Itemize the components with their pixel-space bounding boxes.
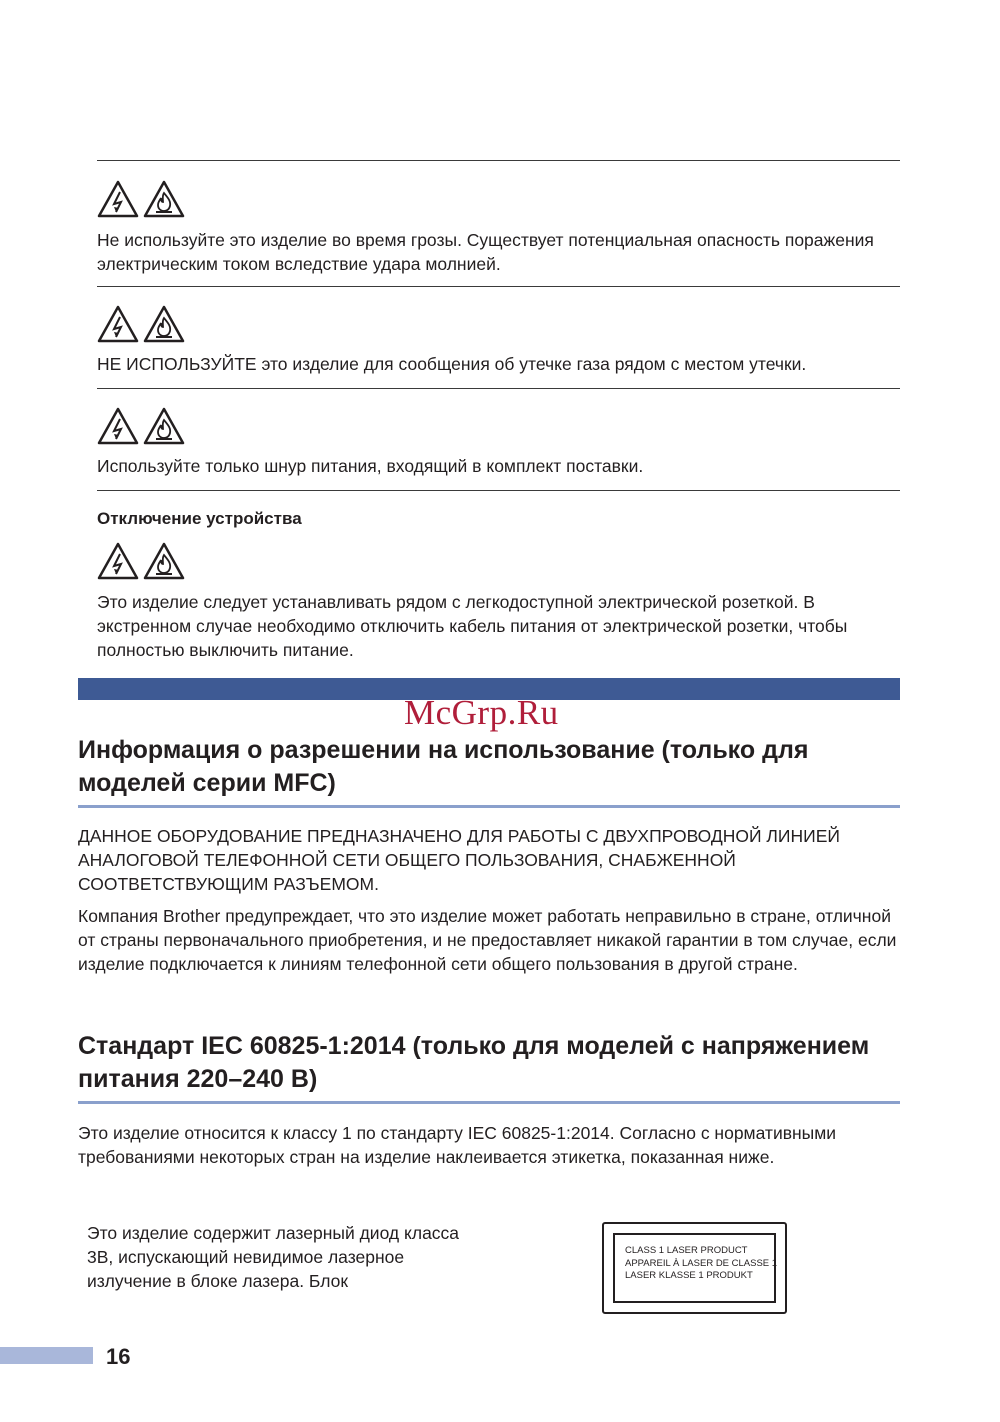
divider — [97, 286, 900, 287]
divider — [97, 490, 900, 491]
paragraph: ДАННОЕ ОБОРУДОВАНИЕ ПРЕДНАЗНАЧЕНО ДЛЯ РАБОТЫ С ДВУХПРОВОДНОЙ ЛИНИЕЙ АНАЛОГОВОЙ ТЕЛЕФОННОЙ СЕТИ ОБЩЕГО ПОЛЬЗОВАНИЯ, СНАБЖЕННОЙ СООТВЕТСТВУЮЩИМ РАЗЪЕМОМ. — [78, 826, 840, 894]
electric-shock-warning-icon — [97, 542, 139, 580]
fire-warning-icon — [143, 407, 185, 445]
divider — [97, 388, 900, 389]
label-line: APPAREIL À LASER DE CLASSE 1 — [625, 1257, 778, 1269]
paragraph: Компания Brother предупреждает, что это изделие может работать неправильно в стране, отличной от страны первоначального приобретения, и не предоставляет никакой гарантии в том случае, если изделие подключается к линиям телефонной сети общего пользования в другой стране. — [78, 906, 897, 974]
heading-rule — [78, 1101, 900, 1104]
section-title: Стандарт IEC 60825-1:2014 (только для моделей с напряжением питания 220–240 В) — [78, 1032, 870, 1093]
warning-icons — [97, 542, 187, 582]
fire-warning-icon — [143, 305, 185, 343]
warning-icons — [97, 407, 187, 447]
watermark[interactable]: McGrp.Ru — [404, 693, 559, 732]
warning-text: Не используйте это изделие во время грозы. Существует потенциальная опасность поражения электрическим током вследствие удара молнией. — [97, 230, 874, 274]
electric-shock-warning-icon — [97, 407, 139, 445]
label-line: LASER KLASSE 1 PRODUKT — [625, 1270, 753, 1281]
electric-shock-warning-icon — [97, 180, 139, 218]
warning-icons — [97, 180, 187, 220]
electric-shock-warning-icon — [97, 305, 139, 343]
fire-warning-icon — [143, 542, 185, 580]
warning-text: Используйте только шнур питания, входящий в комплект поставки. — [97, 456, 644, 476]
warning-icons — [97, 305, 187, 345]
heading-rule — [78, 805, 900, 808]
fire-warning-icon — [143, 180, 185, 218]
divider — [97, 160, 900, 161]
disconnect-text: Это изделие следует устанавливать рядом с легкодоступной электрической розеткой. В экстренном случае необходимо отключить кабель питания от электрической розетки, чтобы полностью выключить питание. — [97, 592, 848, 660]
page-number: 16 — [106, 1344, 131, 1369]
laser-text: Это изделие содержит лазерный диод класса 3B, испускающий невидимое лазерное излучение в блоке лазера. Блок — [87, 1223, 460, 1291]
paragraph: Это изделие относится к классу 1 по стандарту IEC 60825-1:2014. Согласно с нормативными требованиями некоторых стран на изделие наклеивается этикетка, показанная ниже. — [78, 1123, 837, 1167]
footer-bar — [0, 1347, 93, 1364]
disconnect-heading: Отключение устройства — [97, 509, 302, 528]
section-title: Информация о разрешении на использование (только для моделей серии MFC) — [78, 736, 809, 797]
warning-text: НЕ ИСПОЛЬЗУЙТЕ это изделие для сообщения об утечке газа рядом с местом утечки. — [97, 354, 807, 374]
label-line: CLASS 1 LASER PRODUCT — [625, 1245, 748, 1256]
laser-class-label — [602, 1222, 787, 1314]
